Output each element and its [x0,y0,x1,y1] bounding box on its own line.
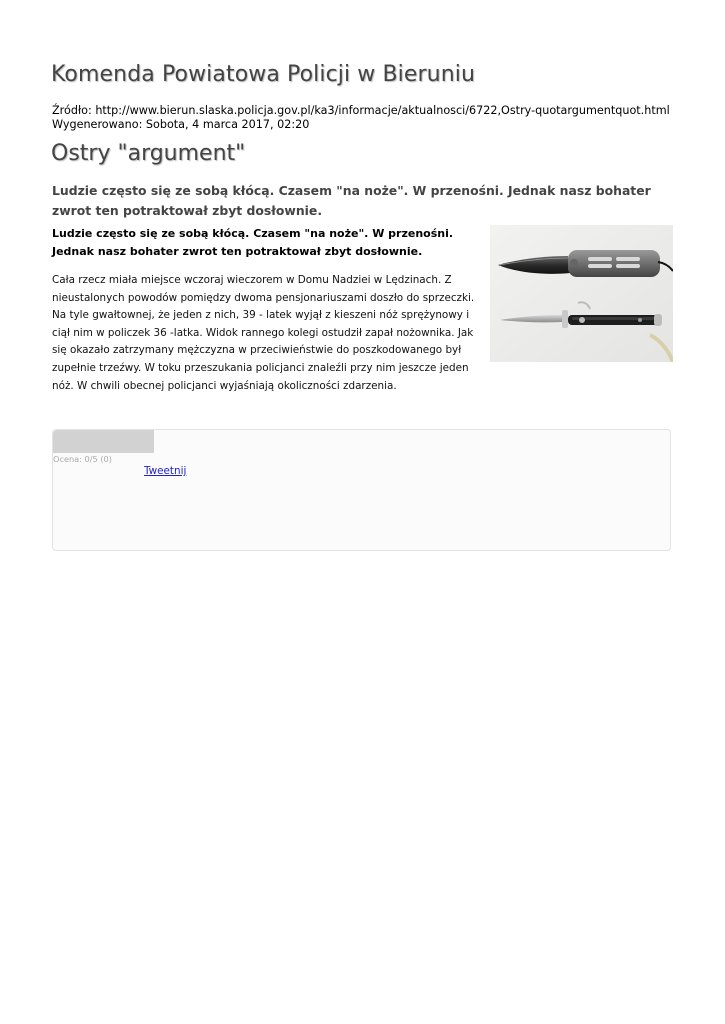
article-intro: Ludzie często się ze sobą kłócą. Czasem "na noże". W przenośni. Jednak nasz bohater zwrot ten potraktował zbyt dosłownie. [52,227,454,258]
article-body: Cała rzecz miała miejsce wczoraj wieczorem w Domu Nadziei w Lędzinach. Z nieustalonych powodów pomiędzy dwoma pensjonariuszami doszło do sprzeczki. Na tyle gwałtownej, że jeden z nich, 39 - latek wyjął z kieszeni nóż sprężynowy i ciął nim w policzek 36 -latka. Widok rannego kolegi ostudził zapał nożownika. Jak się okazało zatrzymany mężczyzna w przeciwieństwie do poszkodowanego był zupełnie trzeźwy. W toku przeszukania policjanci znaleźli przy nim jeszcze jeden nóż. W chwili obecnej policjanci wyjaśniają okoliczności zdarzenia. [52,274,475,392]
knives-photo [490,225,673,362]
document-meta [52,104,670,132]
generated-line: Wygenerowano: Sobota, 4 marca 2017, 02:20 [52,118,310,131]
tweet-link[interactable]: Tweetnij [144,465,187,477]
source-line: Źródło: http://www.bierun.slaska.policja.gov.pl/ka3/informacje/aktualnosci/6722,Ostry-quotargumentquot.html [52,104,670,117]
site-title: Komenda Powiatowa Policji w Bieruniu [51,62,476,87]
rating-bar[interactable] [53,430,154,453]
article-title: Ostry "argument" [51,141,246,166]
rating-label: Ocena: 0/5 (0) [53,454,112,464]
rating-panel [52,429,671,551]
article-lead: Ludzie często się ze sobą kłócą. Czasem "na noże". W przenośni. Jednak nasz bohater zwrot ten potraktował zbyt dosłownie. [52,183,651,218]
